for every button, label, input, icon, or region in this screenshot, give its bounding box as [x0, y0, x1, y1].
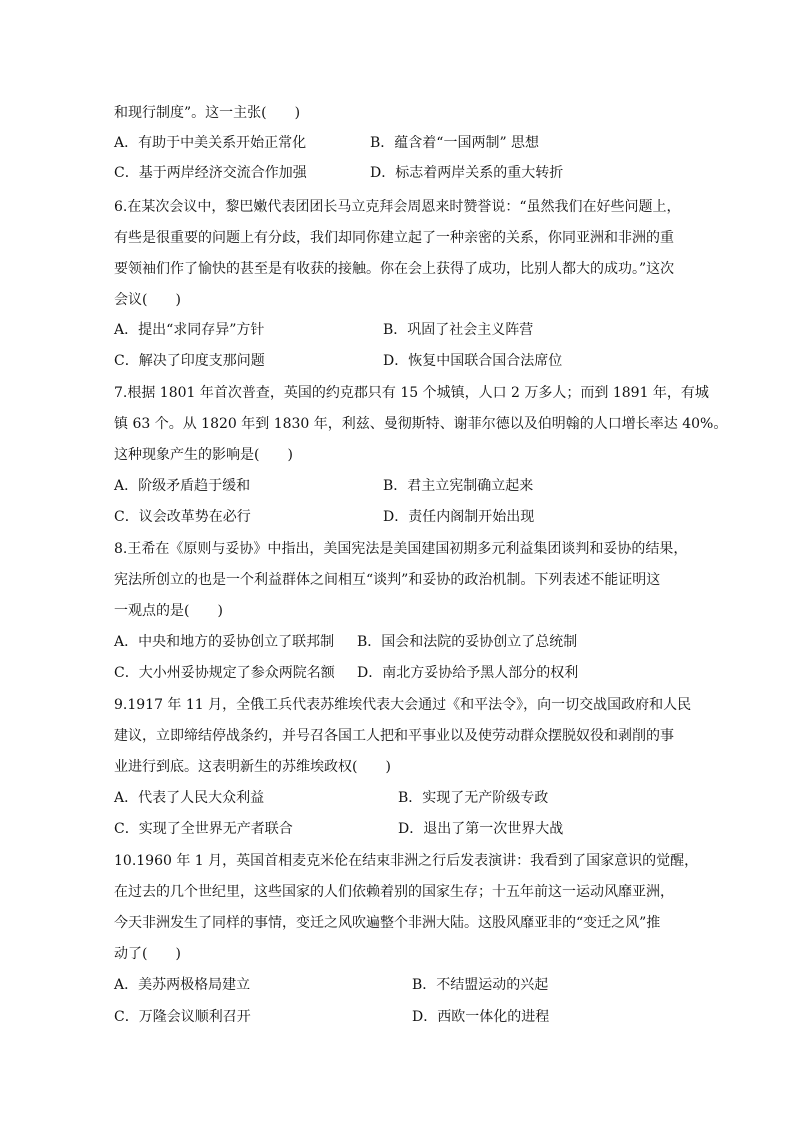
q8-option-b: B．国会和法院的妥协创立了总统制 — [357, 634, 578, 650]
q9-option-a: A．代表了人民大众利益 — [114, 790, 265, 806]
q9-stem-line-2: 建议，立即缔结停战条约，并号召各国工人把和平事业以及使劳动群众摆脱奴役和剥削的事 — [114, 728, 674, 744]
q9-stem-line-1: 9.1917 年 11 月，全俄工兵代表苏维埃代表大会通过《和平法令》，向一切交战国政府和人民 — [114, 697, 692, 713]
q9-option-d: D．退出了第一次世界大战 — [398, 821, 564, 837]
q7-stem-line-2: 镇 63 个。从 1820 年到 1830 年，利兹、曼彻斯特、谢菲尔德以及伯明翰的人口增长率达 40%。 — [114, 416, 728, 432]
q6-option-b: B．巩固了社会主义阵营 — [383, 322, 534, 338]
q9-stem-line-3: 业进行到底。这表明新生的苏维埃政权( ) — [114, 759, 391, 775]
q6-stem-line-4: 会议( ) — [114, 292, 181, 308]
q10-stem-line-3: 今天非洲发生了同样的事情，变迁之风吹遍整个非洲大陆。这股风靡亚非的“变迁之风”推 — [114, 915, 661, 931]
q10-stem-line-2: 在过去的几个世纪里，这些国家的人们依赖着别的国家生存；十五年前这一运动风靡亚洲， — [114, 884, 674, 900]
q8-stem-line-1: 8.王希在《原则与妥协》中指出，美国宪法是美国建国初期多元利益集团谈判和妥协的结果， — [114, 541, 688, 557]
q5-option-d: D．标志着两岸关系的重大转折 — [370, 165, 564, 181]
q10-option-b: B．不结盟运动的兴起 — [412, 977, 549, 993]
q7-stem-line-3: 这种现象产生的影响是( ) — [114, 447, 293, 463]
q6-option-a: A．提出“求同存异”方针 — [114, 322, 265, 338]
q7-option-b: B．君主立宪制确立起来 — [383, 478, 534, 494]
q8-option-c: C．大小州妥协规定了参众两院名额 — [114, 665, 335, 681]
q7-option-a: A．阶级矛盾趋于缓和 — [114, 478, 251, 494]
q7-stem-line-1: 7.根据 1801 年首次普查，英国的约克郡只有 15 个城镇，人口 2 万多人；而到 1891 年，有城 — [114, 385, 709, 401]
q5-option-b: B．蕴含着“一国两制” 思想 — [370, 135, 540, 151]
q10-option-a: A．美苏两极格局建立 — [114, 977, 251, 993]
q5-stem-tail: 和现行制度”。这一主张( ) — [114, 105, 301, 121]
q7-option-d: D．责任内阁制开始出现 — [383, 509, 535, 525]
q6-stem-line-2: 有些是很重要的问题上有分歧，我们却同你建立起了一种亲密的关系，你同亚洲和非洲的重 — [114, 230, 674, 246]
q8-stem-line-2: 宪法所创立的也是一个利益群体之间相互“谈判”和妥协的政治机制。下列表述不能证明这 — [114, 572, 661, 588]
q6-option-d: D．恢复中国联合国合法席位 — [383, 353, 563, 369]
q9-option-b: B．实现了无产阶级专政 — [398, 790, 549, 806]
q5-option-c: C．基于两岸经济交流合作加强 — [114, 165, 307, 181]
q10-stem-line-4: 动了( ) — [114, 946, 181, 962]
q10-option-c: C．万隆会议顺利召开 — [114, 1009, 251, 1025]
q10-stem-line-1: 10.1960 年 1 月，英国首相麦克米伦在结束非洲之行后发表演讲：我看到了国家意识的觉醒， — [114, 853, 699, 869]
q10-option-d: D．西欧一体化的进程 — [412, 1009, 550, 1025]
q7-option-c: C．议会改革势在必行 — [114, 509, 251, 525]
q8-option-d: D．南北方妥协给予黑人部分的权利 — [357, 665, 579, 681]
q8-option-a: A．中央和地方的妥协创立了联邦制 — [114, 634, 335, 650]
q6-stem-line-1: 6.在某次会议中，黎巴嫩代表团团长马立克拜会周恩来时赞誉说：“虽然我们在好些问题上， — [114, 199, 681, 215]
q9-option-c: C．实现了全世界无产者联合 — [114, 821, 293, 837]
q5-option-a: A．有助于中美关系开始正常化 — [114, 135, 307, 151]
q6-stem-line-3: 要领袖们作了愉快的甚至是有收获的接触。你在会上获得了成功，比别人都大的成功。”这次 — [114, 261, 675, 277]
q6-option-c: C．解决了印度支那问题 — [114, 353, 265, 369]
q8-stem-line-3: 一观点的是( ) — [114, 603, 223, 619]
